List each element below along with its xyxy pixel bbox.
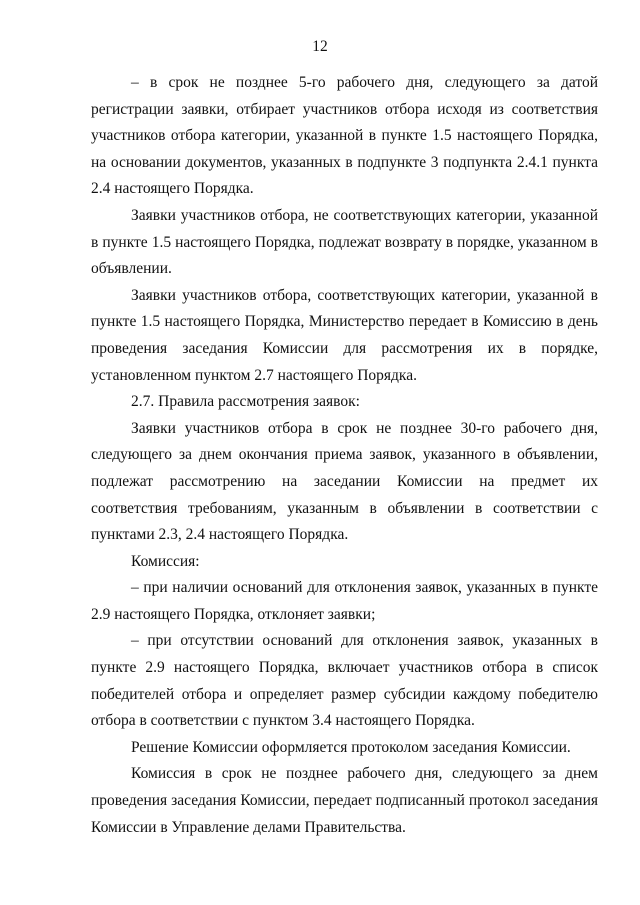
page-number: 12 — [312, 38, 328, 55]
paragraph-transfer-to-commission: Заявки участников отбора, соответствующих категории, указанной в пункте 1.5 настоящего Порядка, Министерство передает в Комиссию в день проведения заседания Комиссии для рассмотрения их в порядке, установленном пунктом 2.7 настоящего Порядка. — [91, 286, 598, 384]
section-heading-2-7: 2.7. Правила рассмотрения заявок: — [131, 393, 360, 411]
paragraph-decision-protocol: Решение Комиссии оформляется протоколом заседания Комиссии. — [131, 738, 571, 756]
paragraph-selection-deadline: – в срок не позднее 5-го рабочего дня, следующего за датой регистрации заявки, отбирает участников отбора исходя из соответствия участников отбора категории, указанной в пункте 1.5 настоящего Порядка, на основании документов, указанных в подпункте 3 подпункта 2.4.1 пункта 2.4 настоящего Порядка. — [91, 74, 598, 198]
paragraph-commission-label: Комиссия: — [131, 552, 200, 570]
list-item-reject: – при наличии оснований для отклонения заявок, указанных в пункте 2.9 настоящего Порядка, отклоняет заявки; — [91, 579, 598, 623]
list-item-include-winners: – при отсутствии оснований для отклонения заявок, указанных в пункте 2.9 настоящего Порядка, включает участников отбора в список победителей отбора и определяет размер субсидии каждому победителю отбора в соответствии с пунктом 3.4 настоящего Порядка. — [91, 632, 598, 730]
paragraph-protocol-transfer: Комиссия в срок не позднее рабочего дня, следующего за днем проведения заседания Комиссии, передает подписанный протокол заседания Комиссии в Управление делами Правительства. — [91, 765, 598, 836]
paragraph-nonconforming-returned: Заявки участников отбора, не соответствующих категории, указанной в пункте 1.5 настоящего Порядка, подлежат возврату в порядке, указанном в объявлении. — [91, 206, 598, 278]
page-body — [91, 70, 598, 841]
paragraph-review-deadline: Заявки участников отбора в срок не позднее 30-го рабочего дня, следующего за днем окончания приема заявок, указанного в объявлении, подлежат рассмотрению на заседании Комиссии на предмет их соответствия требованиям, указанным в объявлении в соответствии с пунктами 2.3, 2.4 настоящего Порядка. — [91, 419, 598, 544]
